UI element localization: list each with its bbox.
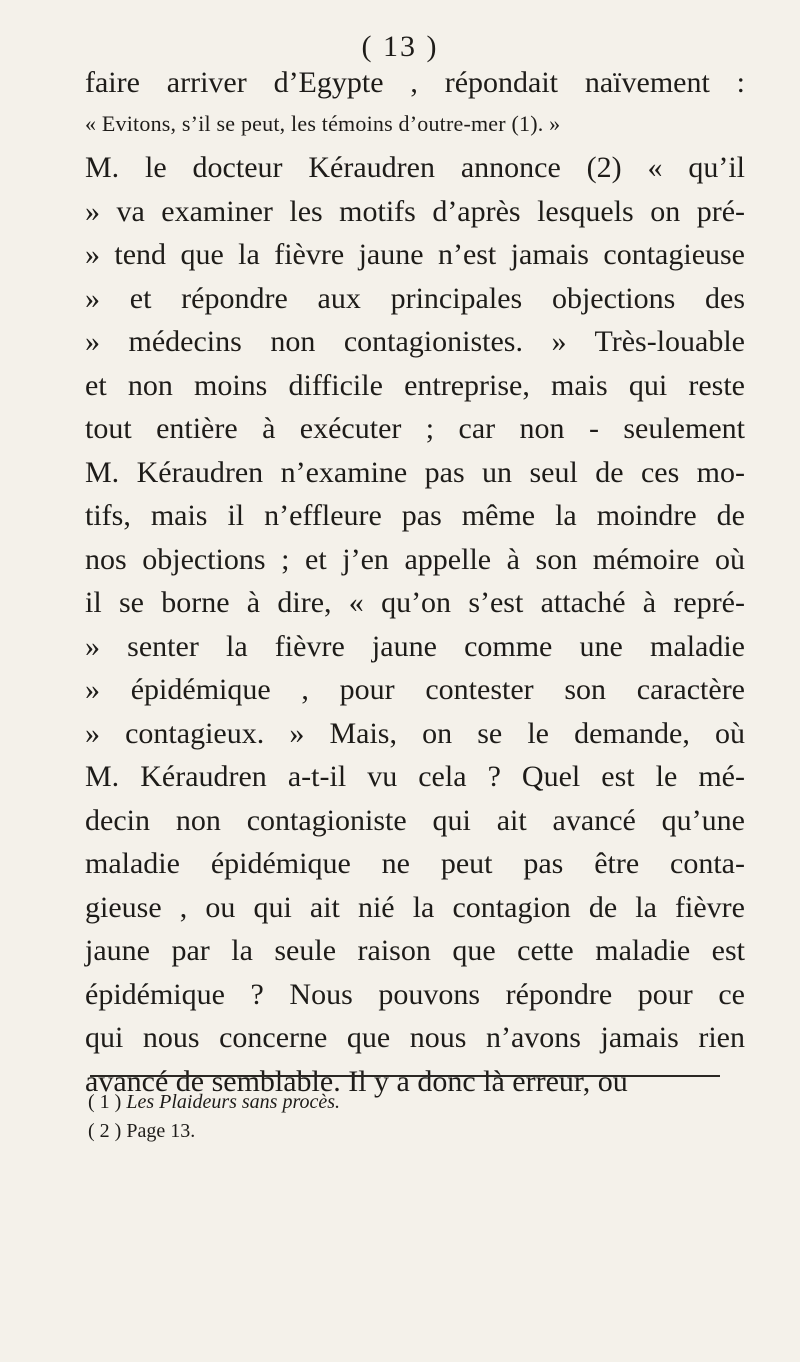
page-number: ( 13 ) xyxy=(361,30,439,63)
text-line: tifs, mais il n’effleure pas même la moindre de xyxy=(85,499,745,532)
footnote-text: Les Plaideurs sans procès. xyxy=(126,1091,341,1113)
first-line-block xyxy=(85,61,745,105)
text-line: et non moins difficile entreprise, mais qui reste xyxy=(85,368,745,402)
text-line: gieuse , ou qui ait nié la contagion de la fièvre xyxy=(85,890,745,924)
quote-line: « Evitons, s’il se peut, les témoins d’outre-mer (1). » xyxy=(85,111,561,136)
text-line: tout entière à exécuter ; car non - seulement xyxy=(85,412,745,445)
footnote-divider xyxy=(90,1075,720,1077)
text-line: épidémique ? Nous pouvons répondre pour ce xyxy=(85,977,745,1011)
text-line: » médecins non contagionistes. » Très-louable xyxy=(85,325,745,358)
footnote-marker: ( 2 ) xyxy=(88,1120,122,1142)
text-line: faire arriver d’Egypte , répondait naïvement : xyxy=(85,66,745,99)
text-line: maladie épidémique ne peut pas être conta- xyxy=(85,847,745,880)
footnote-marker: ( 1 ) xyxy=(88,1091,122,1113)
text-line: » et répondre aux principales objections des xyxy=(85,281,745,315)
text-line: » va examiner les motifs d’après lesquels on pré- xyxy=(85,194,745,228)
text-line: avancé de semblable. Il y a donc là erreur, ou xyxy=(85,1064,628,1098)
text-line: » contagieux. » Mais, on se le demande, où xyxy=(85,716,745,750)
text-line: » senter la fièvre jaune comme une maladie xyxy=(85,629,745,663)
footnote-1 xyxy=(88,1091,340,1114)
text-line: jaune par la seule raison que cette maladie est xyxy=(85,934,745,967)
main-paragraph xyxy=(85,146,745,1103)
text-line: decin non contagioniste qui ait avancé qu’une xyxy=(85,803,745,837)
text-line: M. Kéraudren n’examine pas un seul de ces mo- xyxy=(85,455,745,489)
text-line: nos objections ; et j’en appelle à son mémoire où xyxy=(85,542,745,576)
footnote-2 xyxy=(88,1120,195,1143)
footnote-text: Page 13. xyxy=(126,1120,196,1142)
text-line: il se borne à dire, « qu’on s’est attaché à repré- xyxy=(85,586,745,619)
text-line: M. Kéraudren a-t-il vu cela ? Quel est le mé- xyxy=(85,760,745,793)
text-line: M. le docteur Kéraudren annonce (2) « qu’il xyxy=(85,151,745,184)
text-line: » tend que la fièvre jaune n’est jamais contagieuse xyxy=(85,238,745,271)
text-line: qui nous concerne que nous n’avons jamais rien xyxy=(85,1021,745,1054)
text-line: » épidémique , pour contester son caractère xyxy=(85,673,745,706)
